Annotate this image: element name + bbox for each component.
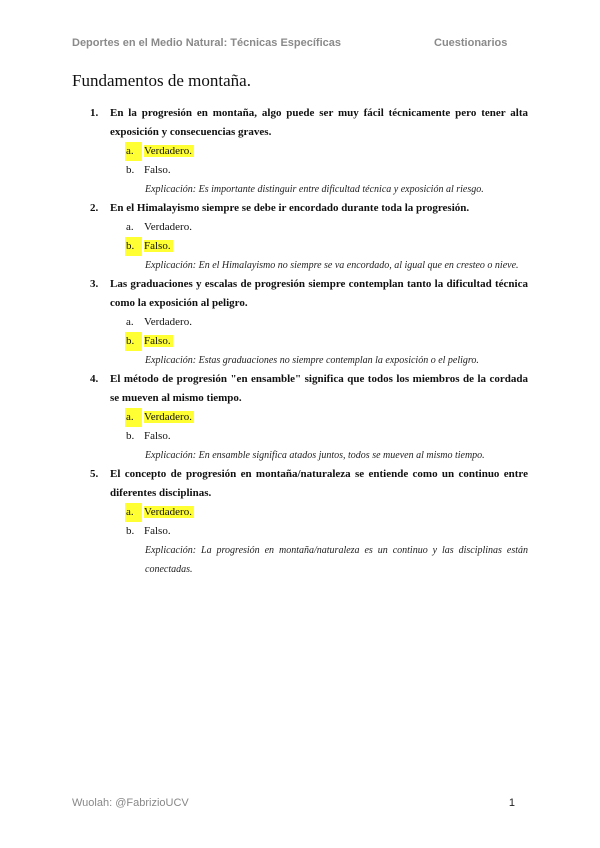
option-text: Falso. [144,525,171,537]
answer-option-correct [72,237,528,256]
answer-option-correct [72,503,528,522]
explanation-text: Es importante distinguir entre dificultad técnica y exposición al riesgo. [198,184,484,195]
question-statement: Las graduaciones y escalas de progresión siempre contemplan tanto la dificultad técnica como la exposición al peligro. [110,278,528,309]
question-number: 5. [90,468,99,480]
option-letter: b. [125,332,142,351]
option-letter: a. [125,503,142,522]
explanation [72,351,528,370]
explanation-text: La progresión en montaña/naturaleza es un continuo y las disciplinas están conectadas. [145,545,528,575]
question-statement: El concepto de progresión en montaña/naturaleza se entiende como un continuo entre diferentes disciplinas. [110,468,528,499]
explanation [72,541,528,579]
answer-options [72,408,528,446]
option-text: Verdadero. [144,506,192,518]
document-title: Fundamentos de montaña. [72,71,251,90]
question-text [72,275,528,313]
explanation [72,180,528,199]
option-text: Falso. [144,164,171,176]
answer-option-correct [72,332,528,351]
option-text: Verdadero. [144,145,192,157]
question-item [72,199,528,275]
option-text: Falso. [144,240,171,252]
explanation-label: Explicación: [145,260,197,271]
answer-option [72,218,528,237]
course-title: Deportes en el Medio Natural: Técnicas Específicas [72,37,341,49]
question-statement: El método de progresión "en ensamble" significa que todos los miembros de la cordada se mueven al mismo tiempo. [110,373,528,404]
question-number: 3. [90,278,99,290]
question-number: 4. [90,373,99,385]
option-letter: b. [126,430,135,442]
answer-option-correct [72,142,528,161]
question-list [72,104,528,579]
page-header [72,37,512,53]
explanation [72,256,528,275]
watermark-text: Wuolah: @FabrizioUCV [72,797,189,809]
option-text: Falso. [144,335,171,347]
explanation-label: Explicación: [145,545,197,556]
option-letter: b. [125,237,142,256]
page-number: 1 [508,797,515,809]
question-text [72,104,528,142]
question-text [72,199,528,218]
answer-option [72,427,528,446]
question-item [72,465,528,579]
section-title: Cuestionarios [434,37,508,49]
question-number: 2. [90,202,99,214]
answer-options [72,218,528,256]
page-footer [72,797,515,809]
question-statement: En la progresión en montaña, algo puede ser muy fácil técnicamente pero tener alta exposición y consecuencias graves. [110,107,528,138]
question-number: 1. [90,107,99,119]
answer-options [72,313,528,351]
explanation-text: Estas graduaciones no siempre contemplan la exposición o el peligro. [198,355,479,366]
question-item [72,104,528,199]
explanation-label: Explicación: [145,450,197,461]
option-text: Verdadero. [144,316,192,328]
option-letter: b. [126,525,135,537]
explanation-text: En ensamble significa atados juntos, todos se mueven al mismo tiempo. [198,450,485,461]
explanation-label: Explicación: [145,355,197,366]
option-text: Verdadero. [144,221,192,233]
answer-option [72,313,528,332]
explanation-text: En el Himalayismo no siempre se va encordado, al igual que en cresteo o nieve. [198,260,519,271]
explanation-label: Explicación: [145,184,197,195]
answer-options [72,142,528,180]
question-text [72,465,528,503]
option-letter: a. [126,316,134,328]
option-letter: a. [125,408,142,427]
option-letter: a. [125,142,142,161]
option-text: Verdadero. [144,411,192,423]
question-item [72,370,528,465]
answer-options [72,503,528,541]
option-letter: b. [126,164,135,176]
option-letter: a. [126,221,134,233]
answer-option [72,522,528,541]
explanation [72,446,528,465]
question-statement: En el Himalayismo siempre se debe ir encordado durante toda la progresión. [110,202,470,214]
question-item [72,275,528,370]
question-text [72,370,528,408]
answer-option [72,161,528,180]
answer-option-correct [72,408,528,427]
option-text: Falso. [144,430,171,442]
